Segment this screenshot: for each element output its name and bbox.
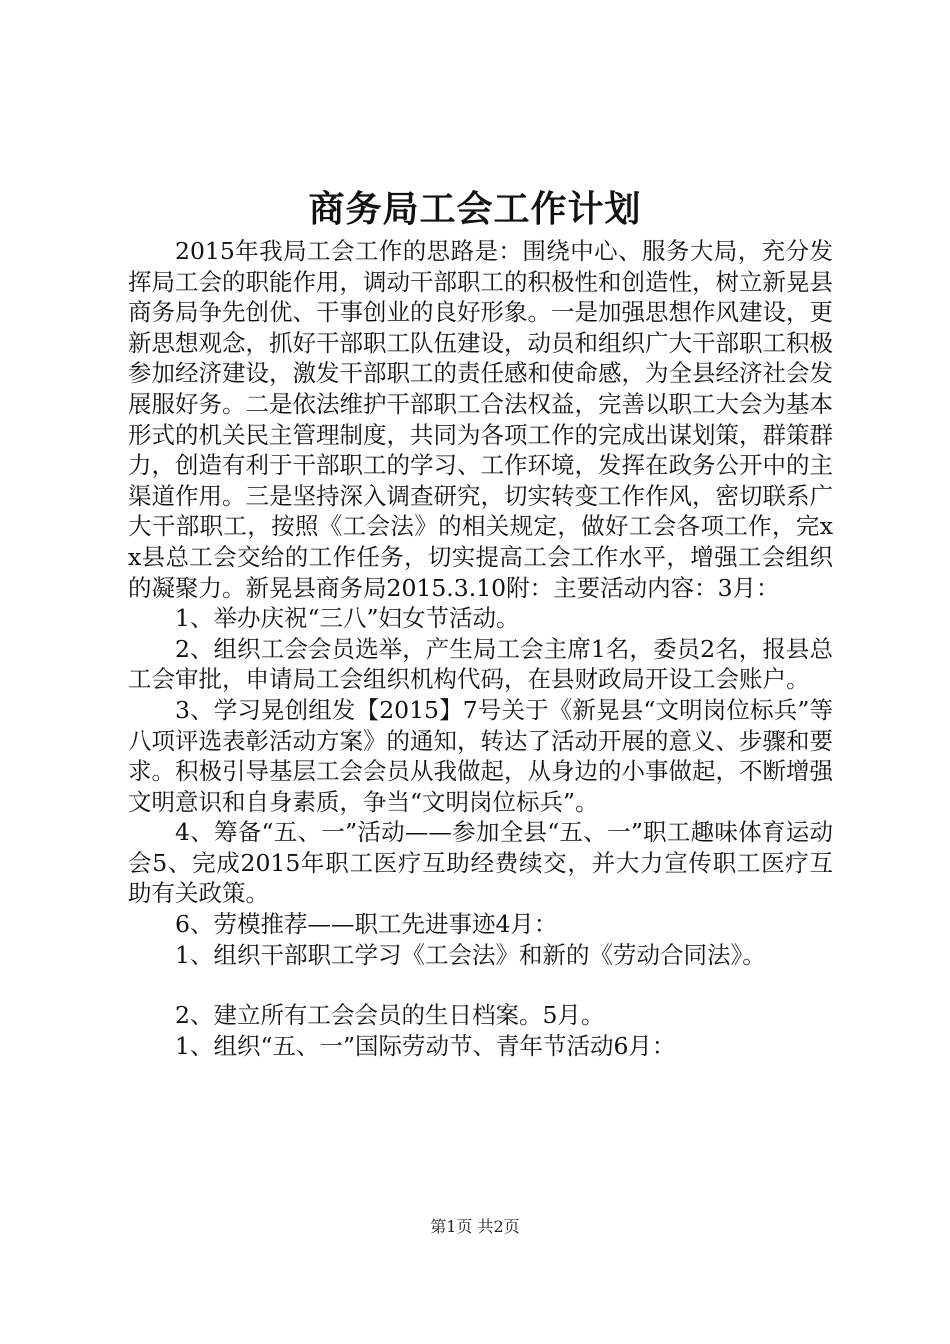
list-item: 2、组织工会会员选举，产生局工会主席1名，委员2名，报县总工会审批，申请局工会组织机构代码，在县财政局开设工会账户。 [128,634,833,694]
list-item: 1、组织干部职工学习《工会法》和新的《劳动合同法》。 [175,940,766,969]
intro-paragraph: 2015年我局工会工作的思路是：围绕中心、服务大局，充分发挥局工会的职能作用，调动干部职工的积极性和创造性，树立新晃县商务局争先创优、干事创业的良好形象。一是加强思想作风建设，更新思想观念，抓好干部职工队伍建设，动员和组织广大干部职工积极参加经济建设，激发干部职工的责任感和使命感，为全县经济社会发展服好务。二是依法维护干部职工合法权益，完善以职工大会为基本形式的机关民主管理制度，共同为各项工作的完成出谋划策，群策群力，创造有利于干部职工的学习、工作环境，发挥在政务公开中的主渠道作用。三是坚持深入调查研究，切实转变工作作风，密切联系广大干部职工，按照《工会法》的相关规定，做好工会各项工作，完xx县总工会交给的工作任务，切实提高工会工作水平，增强工会组织的凝聚力。新晃县商务局2015.3.10附：主要活动内容：3月： [128,237,833,602]
blank-line [128,970,833,1000]
page-footer: 第1页 共2页 [430,1217,520,1236]
list-item: 3、学习晃创组发【2015】7号关于《新晃县“文明岗位标兵”等八项评选表彰活动方案》的通知，转达了活动开展的意义、步骤和要求。积极引导基层工会会员从我做起，从身边的小事做起，不断增强文明意识和自身素质，争当“文明岗位标兵”。 [128,695,833,816]
list-item: 2、建立所有工会会员的生日档案。5月。 [175,1001,605,1030]
list-item: 1、举办庆祝“三八”妇女节活动。 [175,604,520,633]
list-item: 4、筹备“五、一”活动——参加全县“五、一”职工趣味体育运动会5、完成2015年职工医疗互助经费续交，并大力宣传职工医疗互助有关政策。 [128,818,833,908]
document-title: 商务局工会工作计划 [308,188,642,230]
list-item: 1、组织“五、一”国际劳动节、青年节活动6月： [175,1031,676,1060]
list-item: 6、劳模推荐——职工先进事迹4月： [175,910,558,939]
document-body [128,236,833,1061]
